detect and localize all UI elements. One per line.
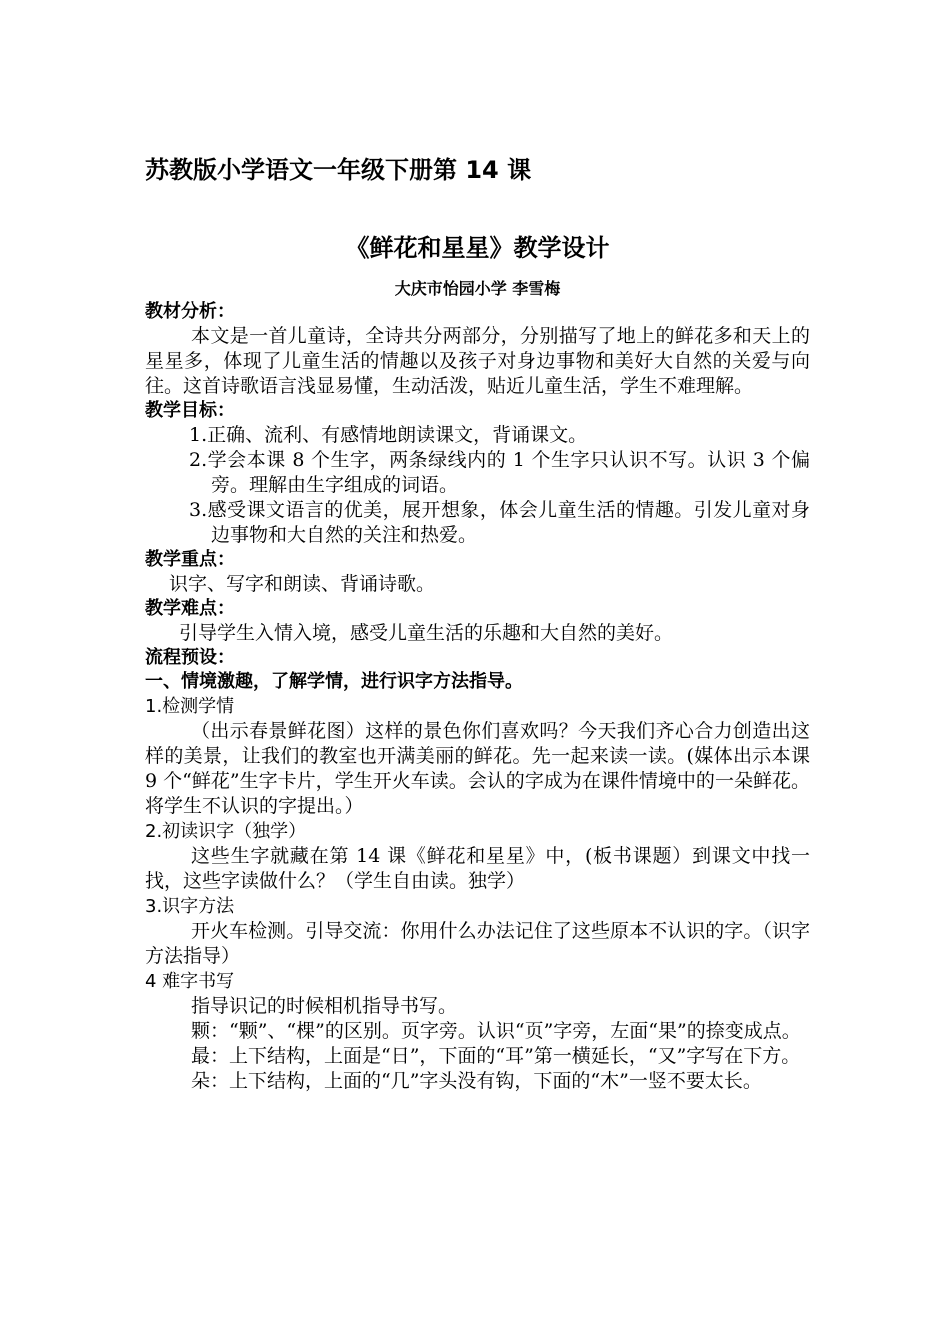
goals-heading: 教学目标： <box>145 400 235 421</box>
step1-title: 1.检测学情 <box>145 696 235 717</box>
step3-paragraph: 开火车检测。引导交流：你用什么办法记住了这些原本不认识的字。（识字方法指导） <box>145 920 810 967</box>
process-heading: 流程预设： <box>145 647 235 668</box>
step2-title: 2.初读识字（独学） <box>145 821 307 842</box>
step3-title: 3.识字方法 <box>145 896 235 917</box>
document-body <box>145 150 810 1094</box>
part1-heading: 一、情境激趣，了解学情，进行识字方法指导。 <box>145 671 523 692</box>
goal-item-2: 2.学会本课 8 个生字，两条绿线内的 1 个生字只认识不写。认识 3 个偏旁。理解由生字组成的词语。 <box>189 449 810 496</box>
goal-item-1: 1.正确、流利、有感情地朗读课文，背诵课文。 <box>189 424 588 446</box>
document-title: 《鲜花和星星》教学设计 <box>345 234 610 262</box>
key-points-text: 识字、写字和朗读、背诵诗歌。 <box>169 573 436 595</box>
step4-paragraph-1: 指导识记的时候相机指导书写。 <box>191 995 458 1017</box>
author-line: 大庆市怡园小学 李雪梅 <box>394 279 561 298</box>
step2-paragraph: 这些生字就藏在第 14 课《鲜花和星星》中，(板书课题）到课文中找一找，这些字读做什么？（学生自由读。独学） <box>145 845 810 892</box>
difficulty-text: 引导学生入情入境，感受儿童生活的乐趣和大自然的美好。 <box>179 622 674 644</box>
difficulty-heading: 教学难点： <box>145 598 235 619</box>
analysis-paragraph: 本文是一首儿童诗，全诗共分两部分，分别描写了地上的鲜花多和天上的星星多，体现了儿童生活的情趣以及孩子对身边事物和美好大自然的关爱与向往。这首诗歌语言浅显易懂，生动活泼，贴近儿童生活，学生不难理解。 <box>145 325 810 397</box>
step1-paragraph: （出示春景鲜花图）这样的景色你们喜欢吗？今天我们齐心合力创造出这样的美景，让我们的教室也开满美丽的鲜花。先一起来读一读。(媒体出示本课 9 个“鲜花”生字卡片，学生开火车读。会认的字成为在课件情境中的一朵鲜花。将学生不认识的字提出。） <box>145 720 810 817</box>
course-header: 苏教版小学语文一年级下册第 14 课 <box>145 156 532 184</box>
goal-item-3: 3.感受课文语言的优美，展开想象，体会儿童生活的情趣。引发儿童对身边事物和大自然的关注和热爱。 <box>189 499 810 546</box>
analysis-heading: 教材分析： <box>145 301 235 322</box>
step4-paragraph-3: 最：上下结构，上面是“日”，下面的“耳”第一横延长，“又”字写在下方。 <box>191 1045 801 1067</box>
step4-paragraph-2: 颗：“颗”、“棵”的区别。页字旁。认识“页”字旁，左面“果”的捺变成点。 <box>191 1020 801 1042</box>
key-points-heading: 教学重点： <box>145 549 235 570</box>
step4-title: 4 难字书写 <box>145 971 235 992</box>
step4-paragraph-4: 朵：上下结构，上面的“几”字头没有钩，下面的“木”一竖不要太长。 <box>191 1070 762 1092</box>
